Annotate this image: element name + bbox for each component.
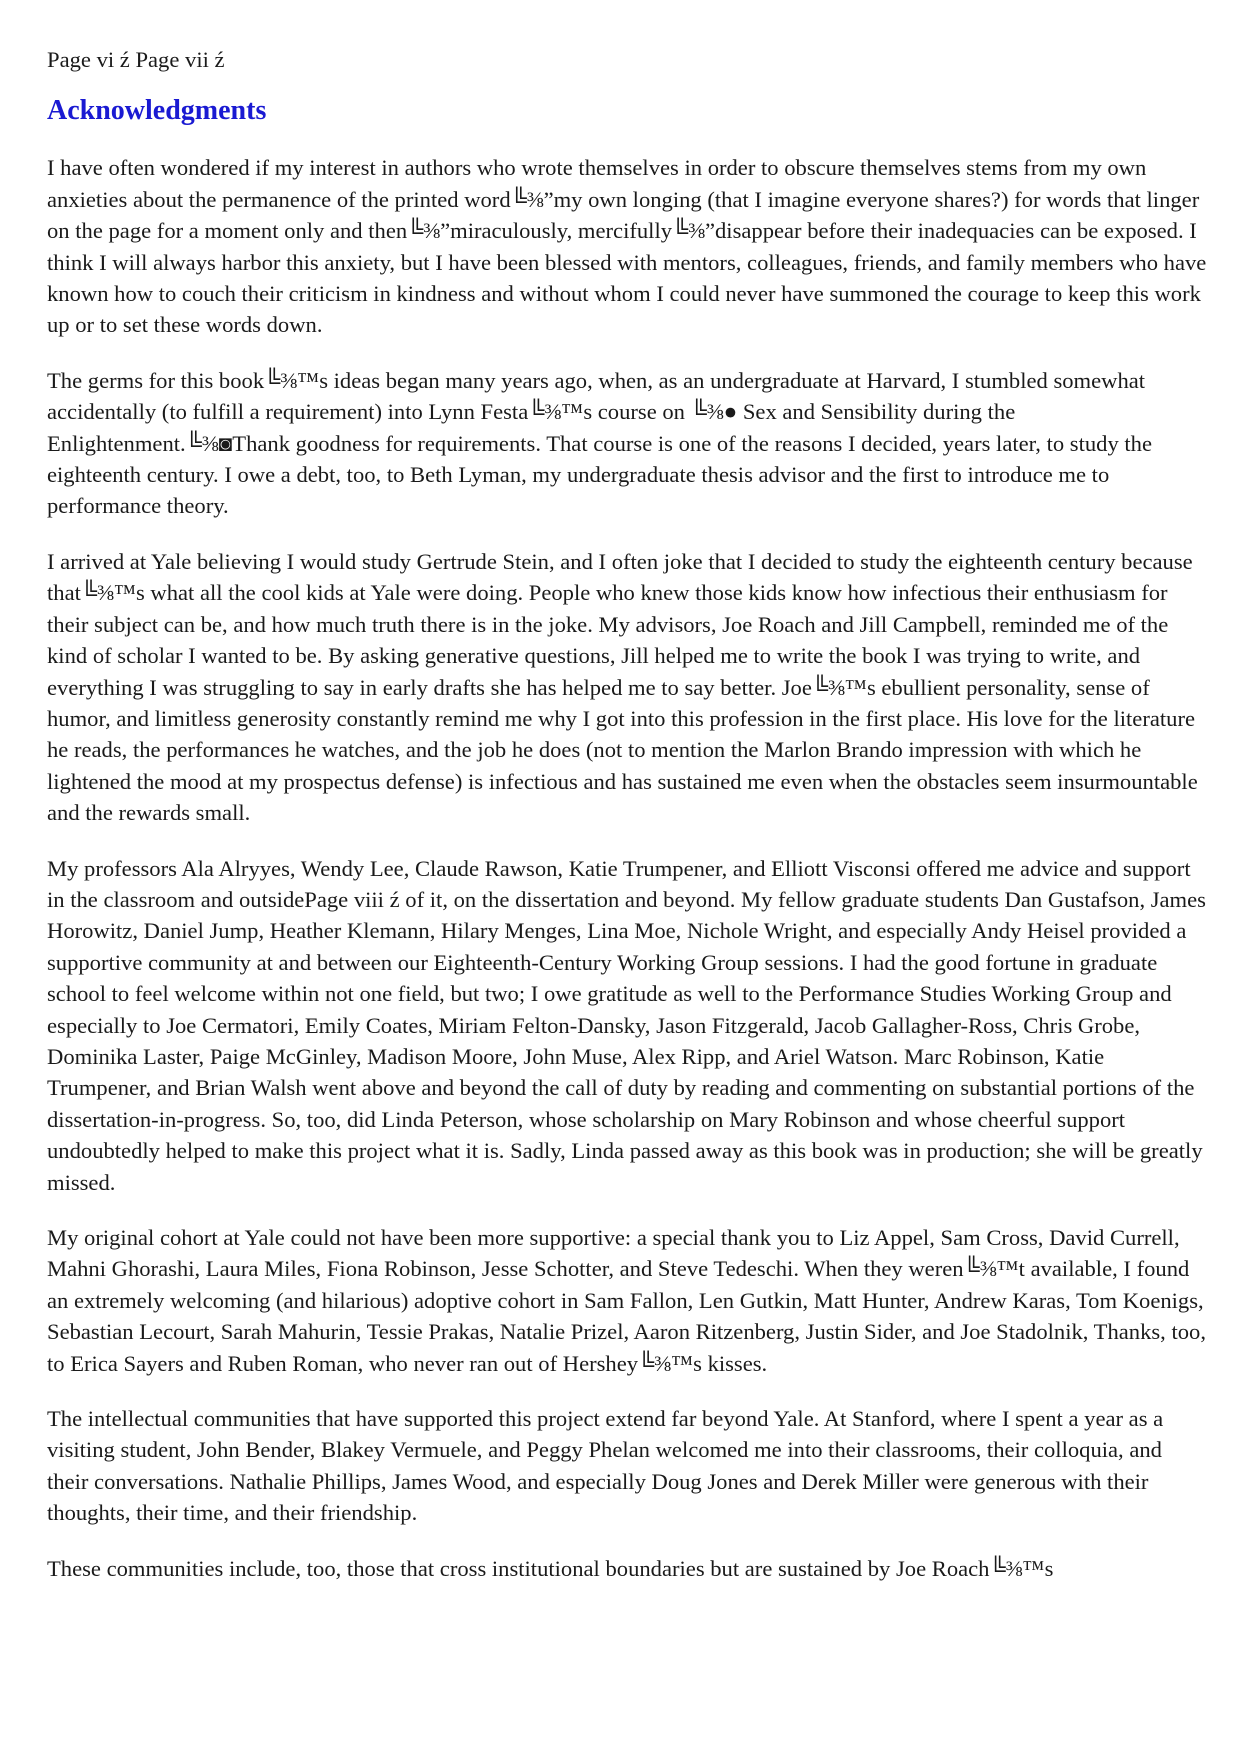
paragraph: My original cohort at Yale could not have been more supportive: a special thank you to Liz Appel, Sam Cross, David Currell, Mahni Ghorashi, Laura Miles, Fiona Robinson, Jesse Schotter, and Steve Tedeschi. When they weren╚⅜™t available, I found an extremely welcoming (and hilarious) adoptive cohort in Sam Fallon, Len Gutkin, Matt Hunter, Andrew Karas, Tom Koenigs, Sebastian Lecourt, Sarah Mahurin, Tessie Prakas, Natalie Prizel, Aaron Ritzenberg, Justin Sider, and Joe Stadolnik, Thanks, too, to Erica Sayers and Ruben Roman, who never ran out of Hershey╚⅜™s kisses.	[47, 1225, 1206, 1376]
paragraph: I have often wondered if my interest in authors who wrote themselves in order to obscure themselves stems from my own anxieties about the permanence of the printed word╚⅜”my own longing (that I imagine everyone shares?) for words that linger on the page for a moment only and then╚⅜”miraculously, mercifully╚⅜”disappear before their inadequacies can be exposed. I think I will always harbor this anxiety, but I have been blessed with mentors, colleagues, friends, and family members who have known how to couch their criticism in kindness and without whom I could never have summoned the courage to keep this work up or to set these words down.	[47, 155, 1207, 338]
page-marker: Page vi ź Page vii ź	[47, 47, 225, 72]
document-page	[47, 44, 1207, 1608]
paragraph: The germs for this book╚⅜™s ideas began many years ago, when, as an undergraduate at Harvard, I stumbled somewhat accidentally (to fulfill a requirement) into Lynn Festa╚⅜™s course on ╚⅜● Sex and Sensibility during the Enlightenment.╚⅜◙Thank goodness for requirements. That course is one of the reasons I decided, years later, to study the eighteenth century. I owe a debt, too, to Beth Lyman, my undergraduate thesis advisor and the first to introduce me to performance theory.	[47, 367, 1152, 519]
paragraph: These communities include, too, those that cross institutional boundaries but are sustained by Joe Roach╚⅜™s	[47, 1555, 1054, 1581]
paragraph: My professors Ala Alryyes, Wendy Lee, Claude Rawson, Katie Trumpener, and Elliott Visconsi offered me advice and support in the classroom and outsidePage viii ź of it, on the dissertation and beyond. My fellow graduate students Dan Gustafson, James Horowitz, Daniel Jump, Heather Klemann, Hilary Menges, Lina Moe, Nichole Wright, and especially Andy Heisel provided a supportive community at and between our Eighteenth-Century Working Group sessions. I had the good fortune in graduate school to feel welcome within not one field, but two; I owe gratitude as well to the Performance Studies Working Group and especially to Joe Cermatori, Emily Coates, Miriam Felton-Dansky, Jason Fitzgerald, Jacob Gallagher-Ross, Chris Grobe, Dominika Laster, Paige McGinley, Madison Moore, John Muse, Alex Ripp, and Ariel Watson. Marc Robinson, Katie Trumpener, and Brian Walsh went above and beyond the call of duty by reading and commenting on substantial portions of the dissertation-in-progress. So, too, did Linda Peterson, whose scholarship on Mary Robinson and whose cheerful support undoubtedly helped to make this project what it is. Sadly, Linda passed away as this book was in production; she will be greatly missed.	[47, 855, 1206, 1195]
paragraph: The intellectual communities that have supported this project extend far beyond Yale. At Stanford, where I spent a year as a visiting student, John Bender, Blakey Vermuele, and Peggy Phelan welcomed me into their classrooms, their colloquia, and their conversations. Nathalie Phillips, James Wood, and especially Doug Jones and Derek Miller were generous with their thoughts, their time, and their friendship.	[47, 1406, 1164, 1526]
page-title: Acknowledgments	[47, 95, 267, 127]
paragraph: I arrived at Yale believing I would study Gertrude Stein, and I often joke that I decided to study the eighteenth century because that╚⅜™s what all the cool kids at Yale were doing. People who knew those kids know how infectious their enthusiasm for their subject can be, and how much truth there is in the joke. My advisors, Joe Roach and Jill Campbell, reminded me of the kind of scholar I wanted to be. By asking generative questions, Jill helped me to write the book I was trying to write, and everything I was struggling to say in early drafts she has helped me to say better. Joe╚⅜™s ebullient personality, sense of humor, and limitless generosity constantly remind me why I got into this profession in the first place. His love for the literature he reads, the performances he watches, and the job he does (not to mention the Marlon Brando impression with which he lightened the mood at my prospectus defense) is infectious and has sustained me even when the obstacles seem insurmountable and the rewards small.	[47, 548, 1198, 826]
